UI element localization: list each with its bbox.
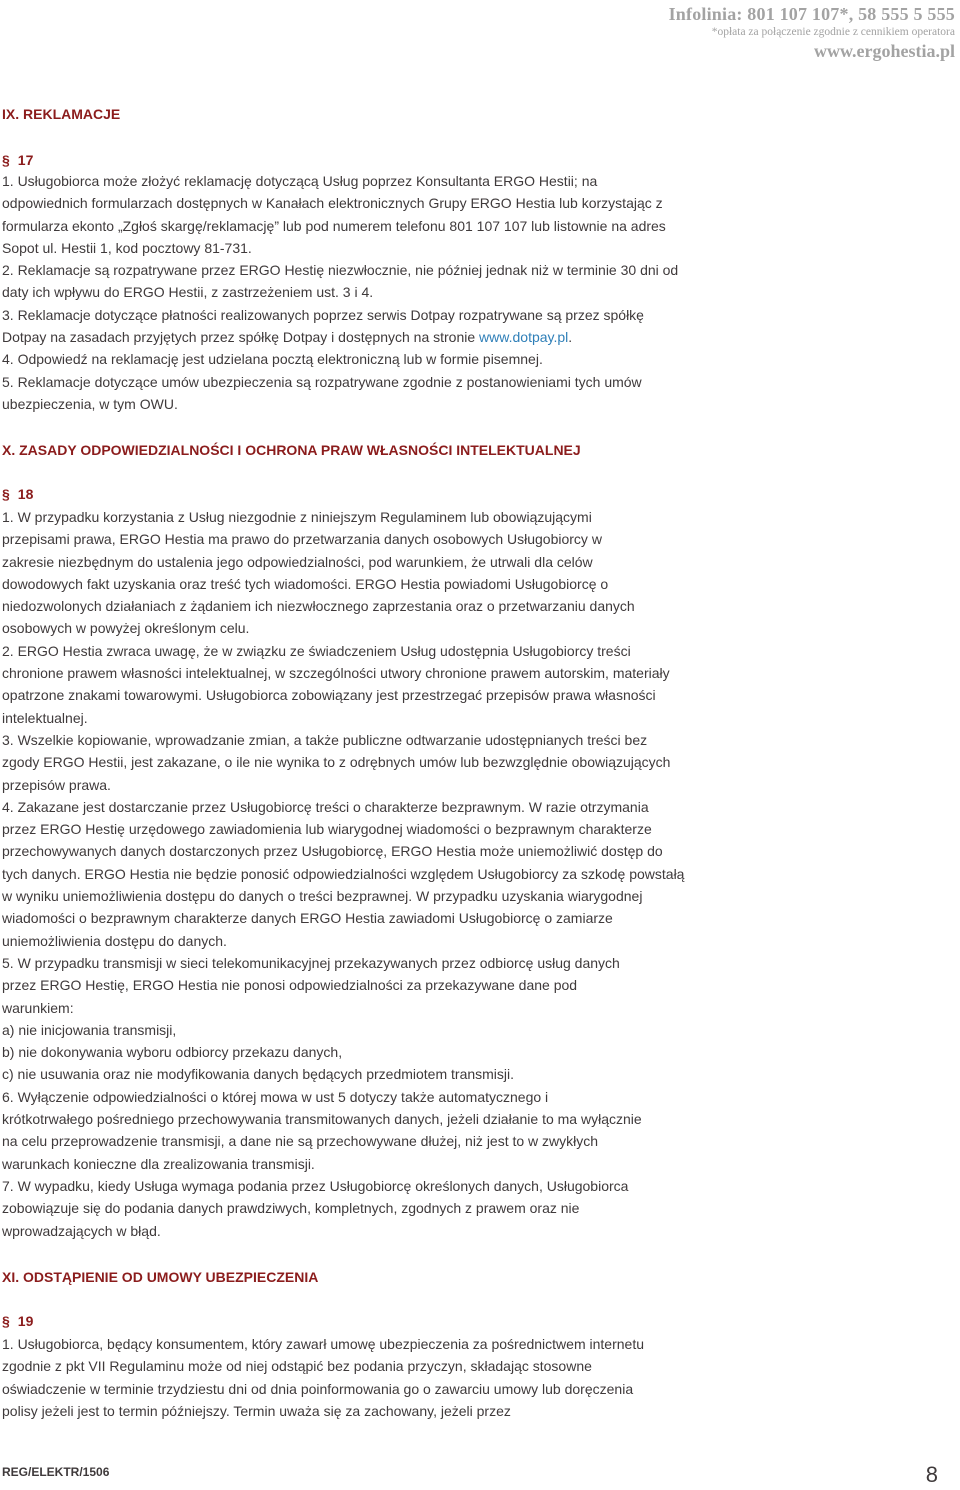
paragraph-19-number: [2, 1311, 33, 1331]
section-x-point-5-c: c) nie usuwania oraz nie modyfikowania danych będących przedmiotem transmisji.: [2, 1066, 515, 1083]
page-header: [669, 4, 955, 62]
paragraph-number: 17: [17, 152, 34, 168]
section-x-body: [2, 506, 942, 1242]
section-x-point-7: 7. W wypadku, kiedy Usługa wymaga podania przez Usługobiorcę określonych danych, Usługobiorca zobowiązuje się do podania danych prawdziwych, kompletnych, zgodnych z prawem oraz nie wprowadzających w błąd.: [2, 1177, 629, 1239]
section-x-point-5: 5. W przypadku transmisji w sieci telekomunikacyjnej przekazywanych przez odbiorcę usług danych przez ERGO Hestię, ERGO Hestia nie ponosi odpowiedzialności za przekazywane dane pod warunkiem:: [2, 954, 620, 1016]
section-x-point-1: 1. W przypadku korzystania z Usług niezgodnie z niniejszym Regulaminem lub obowiązującymi przepisami prawa, ERGO Hestia ma prawo do przetwarzania danych osobowych Usługobiorcy w zakresie niezbędnym do ustalenia jego odpowiedzialności, pod warunkiem, że utrwali dla celów dowodowych fakt uzyskania oraz treść tych wiadomości. ERGO Hestia powiadomi Usługobiorcę o niedozwolonych działaniach z żądaniem ich niezwłocznego zaprzestania oraz o przetwarzaniu danych osobowych w powyżej określonym celu.: [2, 509, 635, 637]
section-xi-body: [2, 1333, 942, 1422]
section-xi-heading: XI. ODSTĄPIENIE OD UMOWY UBEZPIECZENIA: [2, 1269, 319, 1285]
section-ix-point-1: 1. Usługobiorca może złożyć reklamację dotyczącą Usług poprzez Konsultanta ERGO Hestii; na odpowiednich formularzach dostępnych w Kanałach elektronicznych Grupy ERGO Hestia lub korzystając z formularza ekonto „Zgłoś skargę/reklamację” lub pod numerem telefonu 801 107 107 lub listownie na adres Sopot ul. Hestii 1, kod pocztowy 81-731.: [2, 173, 666, 256]
paragraph-number: 19: [17, 1313, 34, 1329]
section-x-point-5-a: a) nie inicjowania transmisji,: [2, 1021, 177, 1038]
document-code: REG/ELEKTR/1506: [2, 1465, 110, 1479]
paragraph-17-number: [2, 150, 33, 170]
section-x-point-6: 6. Wyłączenie odpowiedzialności o której mowa w ust 5 dotyczy także automatycznego i krótkotrwałego pośredniego przechowywania transmitowanych danych, jeżeli działanie to ma wyłącznie na celu przeprowadzenie transmisji, a dane nie są przechowywane dłużej, niż jest to w zwykłych warunkach konieczne dla zrealizowania transmisji.: [2, 1088, 642, 1172]
section-symbol: §: [2, 152, 10, 168]
infolinia-text: Infolinia: 801 107 107*, 58 555 5 555: [668, 4, 955, 24]
section-x-point-3: 3. Wszelkie kopiowanie, wprowadzanie zmian, a także publiczne odtwarzanie udostępnianych treści bez zgody ERGO Hestii, jest zakazane, o ile nie wynika to z odrębnych umów lub bezwzględnie obowiązujących przepisów prawa.: [2, 731, 671, 793]
section-xi-point-1: 1. Usługobiorca, będący konsumentem, który zawarł umowę ubezpieczenia za pośrednictwem internetu zgodnie z pkt VII Regulaminu może od niej odstąpić bez podania przyczyn, składając stosowne oświadczenie w terminie trzydziestu dni od dnia poinformowania go o zawarciu umowy lub doręczenia polisy jeżeli jest to termin późniejszy. Termin uważa się za zachowany, jeżeli przez: [2, 1336, 644, 1419]
section-ix-point-5: 5. Reklamacje dotyczące umów ubezpieczenia są rozpatrywane zgodnie z postanowieniami tych umów ubezpieczenia, w tym OWU.: [2, 373, 642, 412]
dotpay-link[interactable]: www.dotpay.pl: [479, 329, 569, 346]
section-ix-body: [2, 170, 942, 415]
section-ix-point-3: [2, 304, 672, 349]
section-x-point-2: 2. ERGO Hestia zwraca uwagę, że w związku ze świadczeniem Usług udostępnia Usługobiorcy treści chronione prawem własności intelektualnej, w szczególności utwory chronione prawem autorskim, materiały opatrzone znakami towarowymi. Usługobiorca zobowiązany jest przestrzegać przepisów prawa własności intelektualnej.: [2, 642, 670, 726]
section-x-point-4: 4. Zakazane jest dostarczanie przez Usługobiorcę treści o charakterze bezprawnym. W razie otrzymania przez ERGO Hestię urzędowego zawiadomienia lub wiarygodnej wiadomości o bezprawnym charakterze przechowywanych danych dostarczonych przez Usługobiorcę, ERGO Hestia może uniemożliwić dostęp do tych danych. ERGO Hestia nie będzie ponosić odpowiedzialności względem Usługobiorcy za szkodę powstałą w wyniku uniemożliwienia dostępu do danych o treści bezprawnej. W przypadku uzyskania wiarygodnej wiadomości o bezprawnym charakterze danych ERGO Hestia zawiadomi Usługobiorcę o zamiarze uniemożliwienia dostępu do danych.: [2, 798, 685, 949]
section-ix-point-3-end: .: [568, 329, 573, 346]
section-x-point-5-b: b) nie dokonywania wyboru odbiorcy przekazu danych,: [2, 1044, 343, 1061]
page-number: 8: [925, 1462, 938, 1487]
section-symbol: §: [2, 486, 10, 502]
section-ix-point-3-text: 3. Reklamacje dotyczące płatności realizowanych poprzez serwis Dotpay rozpatrywane są przez spółkę Dotpay na zasadach przyjętych przez spółkę Dotpay i dostępnych na stronie: [2, 306, 644, 346]
paragraph-number: 18: [17, 486, 34, 502]
section-ix-heading: IX. REKLAMACJE: [2, 106, 121, 122]
website-url[interactable]: www.ergohestia.pl: [814, 41, 955, 61]
section-symbol: §: [2, 1313, 10, 1329]
section-x-heading: X. ZASADY ODPOWIEDZIALNOŚCI I OCHRONA PRAW WŁASNOŚCI INTELEKTUALNEJ: [2, 442, 581, 458]
paragraph-18-number: [2, 484, 33, 504]
section-ix-point-2: 2. Reklamacje są rozpatrywane przez ERGO Hestię niezwłocznie, nie później jednak niż w terminie 30 dni od daty ich wpływu do ERGO Hestii, z zastrzeżeniem ust. 3 i 4.: [2, 262, 679, 301]
section-ix-point-4: 4. Odpowiedź na reklamację jest udzielana pocztą elektroniczną lub w formie pisemnej.: [2, 351, 543, 368]
call-cost-note: *opłata za połączenie zgodnie z cennikiem operatora: [711, 26, 955, 38]
